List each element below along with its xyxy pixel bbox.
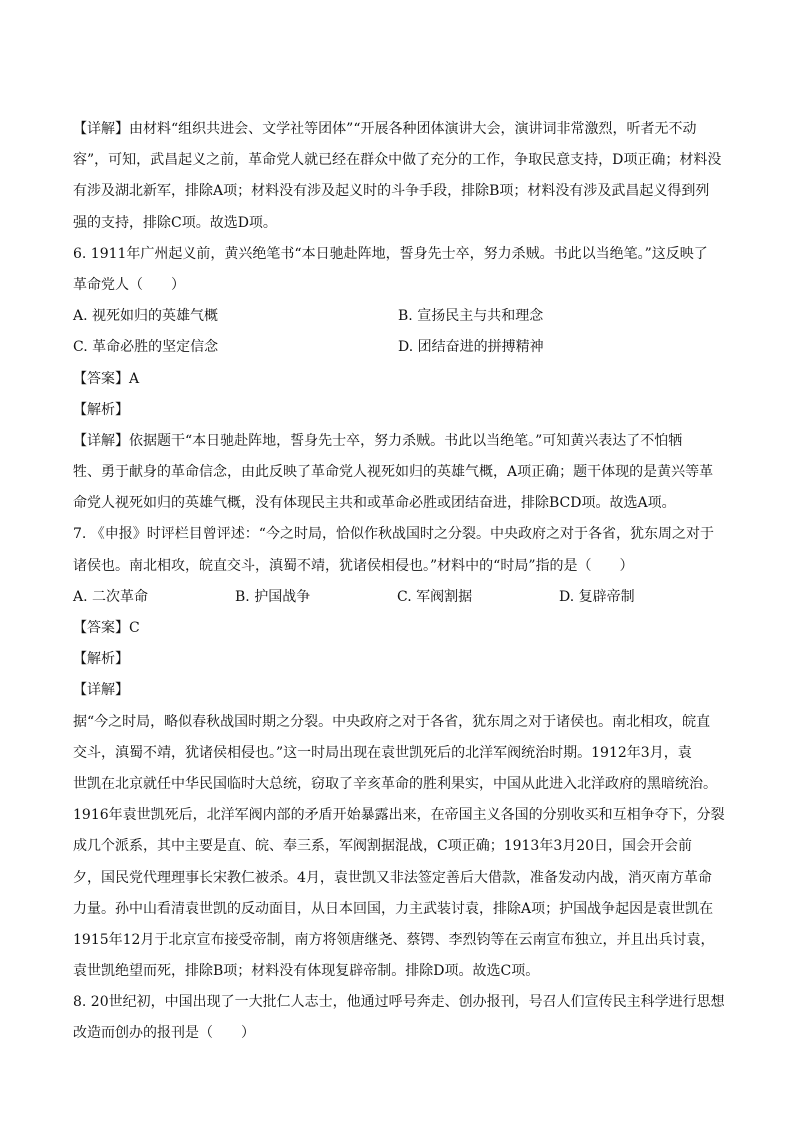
option-a: A. 二次革命: [73, 588, 149, 605]
analysis-label: 【解析】: [73, 401, 129, 418]
options-row: [73, 582, 723, 613]
question-stem: 诸侯也。南北相攻，皖直交斗，滇蜀不靖，犹诸侯相侵也。”材料中的“时局”指的是（ ）: [73, 557, 634, 574]
detail-line: 据“今之时局，略似春秋战国时期之分裂。中央政府之对于各省，犹东周之对于诸侯也。南北相攻，皖直: [73, 713, 711, 730]
answer-label: 【答案】A: [73, 370, 140, 387]
analysis-label: 【解析】: [73, 651, 129, 668]
option-d: D. 复辟帝制: [559, 588, 635, 605]
question-8: [73, 987, 723, 1049]
option-c: C. 革命必胜的坚定信念: [73, 339, 219, 356]
document-page: [73, 114, 723, 1050]
text-line: 有涉及湖北新军，排除A项；材料没有涉及起义时的斗争手段，排除B项；材料没有涉及武昌起义得到列: [73, 183, 710, 200]
detail-line: 力量。孙中山看清袁世凯的反动面目，从日本回国，力主武装讨袁，排除A项；护国战争起因是袁世凯在: [73, 900, 714, 917]
detail-line: 1915年12月于北京宣布接受帝制，南方将领唐继尧、蔡锷、李烈钧等在云南宣布独立，并且出兵讨袁，: [73, 931, 715, 948]
detail-line: 【详解】依据题干“本日驰赴阵地，誓身先士卒，努力杀贼。书此以当绝笔。”可知黄兴表达了不怕牺: [73, 432, 683, 449]
text-line: 【详解】由材料“组织共进会、文学社等团体”“开展各种团体演讲大会，演讲词非常激烈，听者无不动: [73, 121, 697, 137]
question-7: [73, 519, 723, 987]
question-stem: 革命党人（ ）: [73, 276, 185, 293]
detail-line: 袁世凯绝望而死，排除B项；材料没有体现复辟帝制。排除D项。故选C项。: [73, 963, 540, 980]
option-c: C. 军阀割据: [397, 588, 473, 605]
detail-line: 夕，国民党代理理事长宋教仁被杀。4月，袁世凯又非法签定善后大借款，准备发动内战，消灭南方革命: [73, 869, 712, 886]
q5-detail: [73, 114, 723, 239]
detail-line: 命党人视死如归的英雄气概，没有体现民主共和或革命必胜或团结奋进，排除BCD项。故选A项。: [73, 495, 676, 512]
detail-line: 交斗，滇蜀不靖，犹诸侯相侵也。”这一时局出现在袁世凯死后的北洋军阀统治时期。1912年3月，袁: [73, 744, 692, 761]
option-b: B. 宣扬民主与共和理念: [398, 308, 544, 325]
question-stem: 7. 《申报》时评栏目曾评述：“今之时局，恰似作秋战国时之分裂。中央政府之对于各省，犹东周之对于: [73, 526, 714, 543]
detail-line: 牲、勇于献身的革命信念，由此反映了革命党人视死如归的英雄气概，A项正确；题干体现的是黄兴等革: [73, 464, 714, 481]
detail-line: 世凯在北京就任中华民国临时大总统，窃取了辛亥革命的胜利果实，中国从此进入北洋政府的黑暗统治。: [73, 775, 717, 792]
detail-line: 1916年袁世凯死后，北洋军阀内部的矛盾开始暴露出来，在帝国主义各国的分别收买和互相争夺下，分裂: [73, 807, 725, 824]
answer-label: 【答案】C: [73, 620, 140, 636]
options-row: [73, 332, 723, 363]
question-stem: 6. 1911年广州起义前，黄兴绝笔书“本日驰赴阵地，誓身先士卒，努力杀贼。书此以当绝笔。”这反映了: [73, 245, 708, 262]
detail-title: 【详解】: [73, 682, 129, 699]
options-row: [73, 301, 723, 332]
text-line: 强的支持，排除C项。故选D项。: [73, 214, 277, 231]
detail-line: 成几个派系，其中主要是直、皖、奉三系，军阀割据混战，C项正确；1913年3月20日，国会开会前: [73, 838, 693, 855]
text-line: 容”，可知，武昌起义之前，革命党人就已经在群众中做了充分的工作，争取民意支持，D项正确；材料没: [73, 152, 722, 169]
question-stem: 改造而创办的报刊是（ ）: [73, 1025, 255, 1042]
question-stem: 8. 20世纪初，中国出现了一大批仁人志士，他通过呼号奔走、创办报刊，号召人们宣传民主科学进行思想: [73, 994, 725, 1011]
question-6: [73, 239, 723, 520]
option-b: B. 护国战争: [235, 588, 311, 605]
option-a: A. 视死如归的英雄气概: [73, 308, 219, 325]
option-d: D. 团结奋进的拼搏精神: [398, 339, 544, 356]
